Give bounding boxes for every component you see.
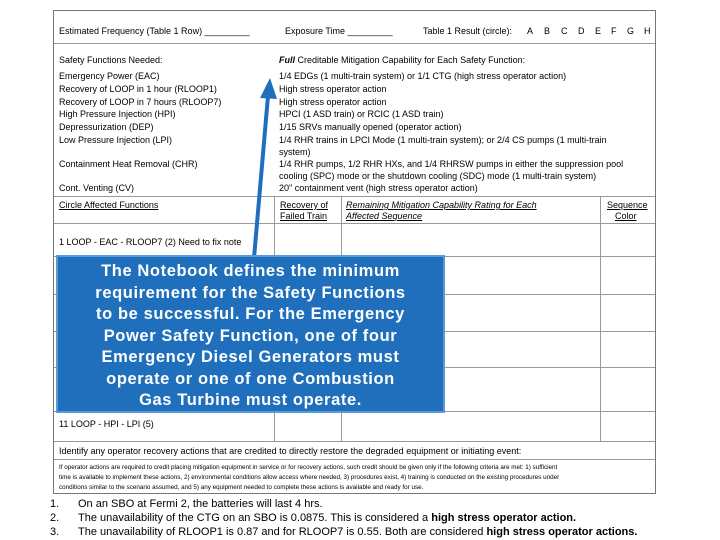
callout-box bbox=[56, 255, 445, 413]
frequency-label: Estimated Frequency (Table 1 Row) _________ bbox=[59, 26, 250, 36]
col-remaining-line2: Affected Sequence bbox=[346, 211, 423, 221]
col-recovery-line2: Failed Train bbox=[280, 211, 328, 221]
function-rloop1: Recovery of LOOP in 1 hour (RLOOP1) bbox=[59, 84, 217, 94]
callout-line: Emergency Diesel Generators must bbox=[101, 348, 400, 366]
function-eac: Emergency Power (EAC) bbox=[59, 71, 160, 81]
capability-dep: 1/15 SRVs manually opened (operator action) bbox=[279, 122, 462, 132]
note-text: The unavailability of the CTG on an SBO is 0.0875. This is considered a bbox=[78, 512, 432, 524]
capability-rloop7: High stress operator action bbox=[279, 97, 387, 107]
col-sequence-line2: Color bbox=[615, 211, 637, 221]
row-sequence-1: 1 LOOP - EAC - RLOOP7 (2) Need to fix note bbox=[59, 237, 242, 247]
callout-line: Gas Turbine must operate. bbox=[139, 391, 362, 409]
col-recovery-line1: Recovery of bbox=[280, 200, 329, 210]
col-affected-functions: Circle Affected Functions bbox=[59, 200, 159, 210]
col-sequence-line1: Sequence bbox=[607, 200, 648, 210]
function-lpi: Low Pressure Injection (LPI) bbox=[59, 135, 173, 145]
result-label: Table 1 Result (circle): bbox=[423, 26, 513, 36]
note-number: 3. bbox=[50, 526, 60, 538]
result-option-e[interactable]: E bbox=[595, 26, 602, 36]
capability-cv: 20" containment vent (high stress operator action) bbox=[279, 183, 478, 193]
safety-functions-heading: Safety Functions Needed: bbox=[59, 55, 163, 65]
callout-line: operate or one of one Combustion bbox=[106, 369, 395, 388]
capability-lpi: 1/4 RHR trains in LPCI Mode (1 multi-train system); or 2/4 CS pumps (1 multi-train bbox=[279, 135, 607, 145]
capability-chr-cont: cooling (SPC) mode or the shutdown cooling (SDC) mode (1 multi-train system) bbox=[279, 171, 597, 181]
note-text: On an SBO at Fermi 2, the batteries will last 4 hrs. bbox=[78, 498, 323, 510]
exposure-label: Exposure Time _________ bbox=[285, 26, 393, 36]
arrow-shaft bbox=[254, 96, 268, 258]
result-option-f[interactable]: F bbox=[611, 26, 617, 36]
result-option-c[interactable]: C bbox=[561, 26, 568, 36]
callout-line: to be successful. For the Emergency bbox=[96, 305, 405, 323]
recovery-criteria-line1: If operator actions are required to credit placing mitigation equipment in service or for recovery actions, such credit should be given only if the following criteria are met: 1) sufficient bbox=[59, 464, 558, 471]
capability-eac: 1/4 EDGs (1 multi-train system) or 1/1 CTG (high stress operator action) bbox=[279, 71, 567, 81]
result-option-d[interactable]: D bbox=[578, 26, 585, 36]
function-hpi: High Pressure Injection (HPI) bbox=[59, 109, 176, 119]
note-number: 1. bbox=[50, 498, 60, 510]
note-emphasis: high stress operator action. bbox=[431, 512, 577, 524]
callout-line: requirement for the Safety Functions bbox=[95, 283, 406, 302]
recovery-criteria-line2: time is available to implement these actions, 2) environmental conditions allow access where needed, 3) procedures exist, 4) training is conducted on the existing procedures under bbox=[59, 474, 560, 481]
capability-rloop1: High stress operator action bbox=[279, 84, 387, 94]
result-option-g[interactable]: G bbox=[627, 26, 635, 36]
result-option-b[interactable]: B bbox=[544, 26, 551, 36]
function-chr: Containment Heat Removal (CHR) bbox=[59, 159, 198, 169]
capability-lpi-cont: system) bbox=[279, 147, 311, 157]
function-dep: Depressurization (DEP) bbox=[59, 122, 154, 132]
callout-line: Power Safety Function, one of four bbox=[103, 326, 398, 345]
callout-line: The Notebook defines the minimum bbox=[101, 262, 400, 280]
arrow-head bbox=[260, 78, 277, 99]
note-number: 2. bbox=[50, 512, 60, 524]
note-2 bbox=[50, 512, 576, 525]
note-1 bbox=[50, 498, 323, 511]
capability-hpi: HPCI (1 ASD train) or RCIC (1 ASD train) bbox=[279, 109, 444, 119]
recovery-title: Identify any operator recovery actions that are credited to directly restore the degraded equipment or initiating event: bbox=[59, 446, 522, 456]
note-text: The unavailability of RLOOP1 is 0.87 and for RLOOP7 is 0.55. Both are considered bbox=[78, 526, 487, 538]
col-remaining-line1: Remaining Mitigation Capability Rating for Each bbox=[346, 200, 537, 210]
function-cv: Cont. Venting (CV) bbox=[59, 183, 135, 193]
mitigation-heading-rest: Creditable Mitigation Capability for Each Safety Function: bbox=[295, 55, 526, 65]
result-option-a[interactable]: A bbox=[527, 26, 534, 36]
note-3 bbox=[50, 526, 637, 539]
note-emphasis: high stress operator actions. bbox=[486, 526, 638, 538]
recovery-criteria-line3: conditions similar to the scenario assumed, and 5) any equipment needed to complete these actions is available and ready for use. bbox=[59, 484, 424, 491]
mitigation-heading-italic: Full bbox=[279, 55, 295, 65]
function-rloop7: Recovery of LOOP in 7 hours (RLOOP7) bbox=[59, 97, 222, 107]
row-sequence-11: 11 LOOP - HPI - LPI (5) bbox=[59, 419, 154, 429]
capability-chr: 1/4 RHR pumps, 1/2 RHR HXs, and 1/4 RHRSW pumps in either the suppression pool bbox=[279, 159, 624, 169]
result-option-h[interactable]: H bbox=[644, 26, 651, 36]
